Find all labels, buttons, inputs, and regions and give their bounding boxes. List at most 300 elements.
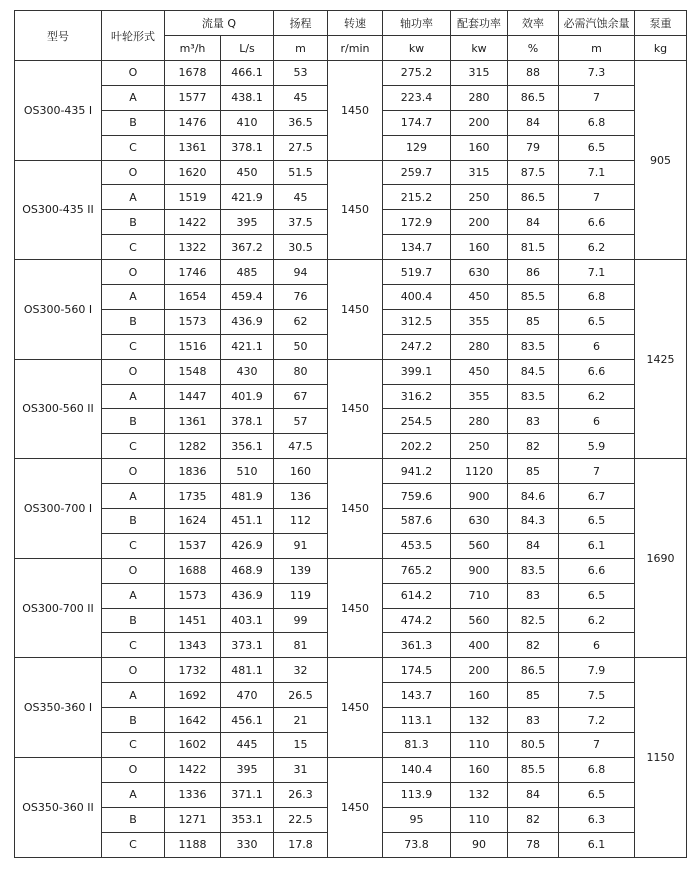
head-cell: 45 [274, 85, 328, 110]
motor-power-cell: 200 [451, 110, 508, 135]
motor-power-cell: 160 [451, 135, 508, 160]
flow-ls-cell: 485 [221, 260, 274, 285]
head-cell: 53 [274, 61, 328, 86]
weight-cell: 905 [635, 61, 687, 260]
head-cell: 94 [274, 260, 328, 285]
flow-m3h-cell: 1336 [165, 782, 221, 807]
efficiency-cell: 84 [508, 533, 559, 558]
impeller-cell: O [102, 757, 165, 782]
head-cell: 31 [274, 757, 328, 782]
impeller-cell: O [102, 61, 165, 86]
shaft-power-cell: 275.2 [383, 61, 451, 86]
flow-ls-cell: 371.1 [221, 782, 274, 807]
flow-ls-cell: 403.1 [221, 608, 274, 633]
header-impeller: 叶轮形式 [102, 11, 165, 61]
npsh-cell: 7.1 [559, 260, 635, 285]
impeller-cell: A [102, 683, 165, 708]
npsh-cell: 6.5 [559, 509, 635, 534]
impeller-cell: A [102, 583, 165, 608]
flow-ls-cell: 426.9 [221, 533, 274, 558]
unit-head: m [274, 36, 328, 61]
model-cell: OS300-560 I [15, 260, 102, 360]
impeller-cell: B [102, 708, 165, 733]
npsh-cell: 6.7 [559, 484, 635, 509]
impeller-cell: B [102, 409, 165, 434]
efficiency-cell: 83 [508, 583, 559, 608]
flow-ls-cell: 356.1 [221, 434, 274, 459]
model-cell: OS300-700 I [15, 459, 102, 559]
impeller-cell: B [102, 807, 165, 832]
motor-power-cell: 400 [451, 633, 508, 658]
impeller-cell: C [102, 733, 165, 758]
table-body [15, 61, 687, 858]
flow-m3h-cell: 1836 [165, 459, 221, 484]
header-speed: 转速 [328, 11, 383, 36]
flow-m3h-cell: 1537 [165, 533, 221, 558]
header-head: 扬程 [274, 11, 328, 36]
head-cell: 26.3 [274, 782, 328, 807]
table-row [15, 459, 687, 484]
motor-power-cell: 900 [451, 558, 508, 583]
flow-m3h-cell: 1519 [165, 185, 221, 210]
flow-ls-cell: 438.1 [221, 85, 274, 110]
head-cell: 81 [274, 633, 328, 658]
efficiency-cell: 84.3 [508, 509, 559, 534]
flow-ls-cell: 436.9 [221, 309, 274, 334]
flow-m3h-cell: 1422 [165, 757, 221, 782]
npsh-cell: 6.8 [559, 110, 635, 135]
npsh-cell: 6.5 [559, 309, 635, 334]
flow-ls-cell: 466.1 [221, 61, 274, 86]
npsh-cell: 6.2 [559, 384, 635, 409]
unit-shaft-power: kw [383, 36, 451, 61]
impeller-cell: C [102, 135, 165, 160]
flow-ls-cell: 421.1 [221, 334, 274, 359]
flow-ls-cell: 330 [221, 832, 274, 857]
flow-ls-cell: 378.1 [221, 135, 274, 160]
unit-weight: kg [635, 36, 687, 61]
efficiency-cell: 84.5 [508, 359, 559, 384]
npsh-cell: 6.6 [559, 558, 635, 583]
table-row [15, 260, 687, 285]
head-cell: 160 [274, 459, 328, 484]
motor-power-cell: 560 [451, 608, 508, 633]
efficiency-cell: 78 [508, 832, 559, 857]
head-cell: 119 [274, 583, 328, 608]
head-cell: 57 [274, 409, 328, 434]
shaft-power-cell: 361.3 [383, 633, 451, 658]
efficiency-cell: 85 [508, 459, 559, 484]
flow-ls-cell: 373.1 [221, 633, 274, 658]
npsh-cell: 7 [559, 733, 635, 758]
motor-power-cell: 110 [451, 733, 508, 758]
npsh-cell: 7.1 [559, 160, 635, 185]
flow-m3h-cell: 1577 [165, 85, 221, 110]
flow-m3h-cell: 1692 [165, 683, 221, 708]
head-cell: 112 [274, 509, 328, 534]
motor-power-cell: 1120 [451, 459, 508, 484]
shaft-power-cell: 453.5 [383, 533, 451, 558]
npsh-cell: 7 [559, 85, 635, 110]
motor-power-cell: 110 [451, 807, 508, 832]
shaft-power-cell: 174.7 [383, 110, 451, 135]
model-cell: OS300-560 II [15, 359, 102, 459]
head-cell: 17.8 [274, 832, 328, 857]
shaft-power-cell: 312.5 [383, 309, 451, 334]
npsh-cell: 6.6 [559, 359, 635, 384]
efficiency-cell: 85 [508, 683, 559, 708]
head-cell: 22.5 [274, 807, 328, 832]
flow-m3h-cell: 1322 [165, 235, 221, 260]
impeller-cell: A [102, 185, 165, 210]
motor-power-cell: 132 [451, 782, 508, 807]
motor-power-cell: 560 [451, 533, 508, 558]
flow-m3h-cell: 1624 [165, 509, 221, 534]
head-cell: 47.5 [274, 434, 328, 459]
speed-cell: 1450 [328, 61, 383, 161]
table-row [15, 61, 687, 86]
shaft-power-cell: 202.2 [383, 434, 451, 459]
shaft-power-cell: 587.6 [383, 509, 451, 534]
flow-m3h-cell: 1447 [165, 384, 221, 409]
impeller-cell: C [102, 832, 165, 857]
impeller-cell: O [102, 359, 165, 384]
shaft-power-cell: 399.1 [383, 359, 451, 384]
motor-power-cell: 160 [451, 757, 508, 782]
flow-ls-cell: 459.4 [221, 285, 274, 310]
flow-m3h-cell: 1602 [165, 733, 221, 758]
shaft-power-cell: 614.2 [383, 583, 451, 608]
table-row [15, 558, 687, 583]
npsh-cell: 6.5 [559, 782, 635, 807]
impeller-cell: C [102, 334, 165, 359]
speed-cell: 1450 [328, 757, 383, 857]
motor-power-cell: 315 [451, 160, 508, 185]
header-row [15, 11, 687, 36]
efficiency-cell: 86 [508, 260, 559, 285]
npsh-cell: 6.1 [559, 533, 635, 558]
efficiency-cell: 85.5 [508, 757, 559, 782]
motor-power-cell: 200 [451, 658, 508, 683]
npsh-cell: 7.5 [559, 683, 635, 708]
head-cell: 99 [274, 608, 328, 633]
motor-power-cell: 630 [451, 260, 508, 285]
impeller-cell: O [102, 160, 165, 185]
head-cell: 36.5 [274, 110, 328, 135]
header-npsh: 必需汽蚀余量 [559, 11, 635, 36]
npsh-cell: 6.8 [559, 285, 635, 310]
head-cell: 136 [274, 484, 328, 509]
shaft-power-cell: 316.2 [383, 384, 451, 409]
header-flow: 流量 Q [165, 11, 274, 36]
flow-m3h-cell: 1735 [165, 484, 221, 509]
impeller-cell: O [102, 558, 165, 583]
motor-power-cell: 630 [451, 509, 508, 534]
flow-m3h-cell: 1361 [165, 135, 221, 160]
speed-cell: 1450 [328, 558, 383, 658]
flow-m3h-cell: 1476 [165, 110, 221, 135]
efficiency-cell: 83 [508, 409, 559, 434]
motor-power-cell: 900 [451, 484, 508, 509]
npsh-cell: 6 [559, 633, 635, 658]
head-cell: 67 [274, 384, 328, 409]
motor-power-cell: 280 [451, 85, 508, 110]
flow-ls-cell: 450 [221, 160, 274, 185]
shaft-power-cell: 247.2 [383, 334, 451, 359]
flow-ls-cell: 468.9 [221, 558, 274, 583]
header-shaft-power: 轴功率 [383, 11, 451, 36]
impeller-cell: O [102, 260, 165, 285]
npsh-cell: 6 [559, 334, 635, 359]
flow-m3h-cell: 1548 [165, 359, 221, 384]
efficiency-cell: 86.5 [508, 658, 559, 683]
flow-m3h-cell: 1732 [165, 658, 221, 683]
flow-m3h-cell: 1282 [165, 434, 221, 459]
flow-ls-cell: 470 [221, 683, 274, 708]
shaft-power-cell: 81.3 [383, 733, 451, 758]
flow-ls-cell: 401.9 [221, 384, 274, 409]
table-row [15, 160, 687, 185]
shaft-power-cell: 73.8 [383, 832, 451, 857]
head-cell: 37.5 [274, 210, 328, 235]
head-cell: 27.5 [274, 135, 328, 160]
shaft-power-cell: 113.1 [383, 708, 451, 733]
header-weight: 泵重 [635, 11, 687, 36]
pump-spec-table-container [14, 10, 686, 858]
flow-ls-cell: 395 [221, 757, 274, 782]
npsh-cell: 6.2 [559, 608, 635, 633]
shaft-power-cell: 215.2 [383, 185, 451, 210]
weight-cell: 1690 [635, 459, 687, 658]
impeller-cell: A [102, 782, 165, 807]
flow-m3h-cell: 1573 [165, 309, 221, 334]
shaft-power-cell: 129 [383, 135, 451, 160]
efficiency-cell: 84 [508, 210, 559, 235]
npsh-cell: 7.9 [559, 658, 635, 683]
efficiency-cell: 81.5 [508, 235, 559, 260]
flow-ls-cell: 378.1 [221, 409, 274, 434]
motor-power-cell: 355 [451, 384, 508, 409]
flow-ls-cell: 367.2 [221, 235, 274, 260]
model-cell: OS300-435 I [15, 61, 102, 161]
shaft-power-cell: 941.2 [383, 459, 451, 484]
shaft-power-cell: 113.9 [383, 782, 451, 807]
npsh-cell: 6.5 [559, 135, 635, 160]
motor-power-cell: 280 [451, 409, 508, 434]
head-cell: 51.5 [274, 160, 328, 185]
flow-ls-cell: 395 [221, 210, 274, 235]
npsh-cell: 7 [559, 459, 635, 484]
impeller-cell: C [102, 533, 165, 558]
efficiency-cell: 82 [508, 633, 559, 658]
shaft-power-cell: 400.4 [383, 285, 451, 310]
head-cell: 26.5 [274, 683, 328, 708]
npsh-cell: 6.1 [559, 832, 635, 857]
motor-power-cell: 90 [451, 832, 508, 857]
impeller-cell: B [102, 509, 165, 534]
efficiency-cell: 84.6 [508, 484, 559, 509]
efficiency-cell: 84 [508, 782, 559, 807]
motor-power-cell: 160 [451, 683, 508, 708]
head-cell: 50 [274, 334, 328, 359]
shaft-power-cell: 143.7 [383, 683, 451, 708]
model-cell: OS350-360 I [15, 658, 102, 758]
npsh-cell: 7 [559, 185, 635, 210]
efficiency-cell: 87.5 [508, 160, 559, 185]
flow-m3h-cell: 1271 [165, 807, 221, 832]
motor-power-cell: 250 [451, 185, 508, 210]
motor-power-cell: 160 [451, 235, 508, 260]
npsh-cell: 7.2 [559, 708, 635, 733]
unit-speed: r/min [328, 36, 383, 61]
flow-ls-cell: 456.1 [221, 708, 274, 733]
shaft-power-cell: 134.7 [383, 235, 451, 260]
weight-cell: 1150 [635, 658, 687, 857]
flow-m3h-cell: 1451 [165, 608, 221, 633]
head-cell: 62 [274, 309, 328, 334]
speed-cell: 1450 [328, 160, 383, 260]
flow-m3h-cell: 1188 [165, 832, 221, 857]
motor-power-cell: 315 [451, 61, 508, 86]
shaft-power-cell: 95 [383, 807, 451, 832]
shaft-power-cell: 259.7 [383, 160, 451, 185]
head-cell: 32 [274, 658, 328, 683]
efficiency-cell: 80.5 [508, 733, 559, 758]
motor-power-cell: 450 [451, 285, 508, 310]
pump-spec-table [14, 10, 687, 858]
flow-ls-cell: 353.1 [221, 807, 274, 832]
header-efficiency: 效率 [508, 11, 559, 36]
impeller-cell: O [102, 658, 165, 683]
npsh-cell: 6.3 [559, 807, 635, 832]
flow-m3h-cell: 1343 [165, 633, 221, 658]
head-cell: 76 [274, 285, 328, 310]
efficiency-cell: 86.5 [508, 185, 559, 210]
npsh-cell: 6.5 [559, 583, 635, 608]
npsh-cell: 5.9 [559, 434, 635, 459]
shaft-power-cell: 474.2 [383, 608, 451, 633]
flow-m3h-cell: 1654 [165, 285, 221, 310]
unit-motor-power: kw [451, 36, 508, 61]
flow-ls-cell: 436.9 [221, 583, 274, 608]
efficiency-cell: 83.5 [508, 334, 559, 359]
flow-m3h-cell: 1746 [165, 260, 221, 285]
shaft-power-cell: 519.7 [383, 260, 451, 285]
table-row [15, 359, 687, 384]
model-cell: OS300-435 II [15, 160, 102, 260]
flow-ls-cell: 481.9 [221, 484, 274, 509]
impeller-cell: C [102, 434, 165, 459]
efficiency-cell: 82 [508, 434, 559, 459]
npsh-cell: 6.2 [559, 235, 635, 260]
npsh-cell: 7.3 [559, 61, 635, 86]
flow-m3h-cell: 1642 [165, 708, 221, 733]
flow-m3h-cell: 1620 [165, 160, 221, 185]
efficiency-cell: 83.5 [508, 558, 559, 583]
flow-m3h-cell: 1573 [165, 583, 221, 608]
head-cell: 21 [274, 708, 328, 733]
speed-cell: 1450 [328, 658, 383, 758]
impeller-cell: C [102, 633, 165, 658]
unit-efficiency: % [508, 36, 559, 61]
shaft-power-cell: 172.9 [383, 210, 451, 235]
impeller-cell: B [102, 608, 165, 633]
unit-flow-m3h: m³/h [165, 36, 221, 61]
flow-ls-cell: 481.1 [221, 658, 274, 683]
efficiency-cell: 82 [508, 807, 559, 832]
shaft-power-cell: 765.2 [383, 558, 451, 583]
flow-m3h-cell: 1361 [165, 409, 221, 434]
flow-m3h-cell: 1516 [165, 334, 221, 359]
head-cell: 139 [274, 558, 328, 583]
shaft-power-cell: 223.4 [383, 85, 451, 110]
speed-cell: 1450 [328, 359, 383, 459]
flow-ls-cell: 445 [221, 733, 274, 758]
model-cell: OS300-700 II [15, 558, 102, 658]
header-model: 型号 [15, 11, 102, 61]
impeller-cell: B [102, 309, 165, 334]
npsh-cell: 6.6 [559, 210, 635, 235]
flow-ls-cell: 451.1 [221, 509, 274, 534]
table-row [15, 757, 687, 782]
unit-flow-ls: L/s [221, 36, 274, 61]
shaft-power-cell: 174.5 [383, 658, 451, 683]
efficiency-cell: 83.5 [508, 384, 559, 409]
head-cell: 80 [274, 359, 328, 384]
impeller-cell: A [102, 285, 165, 310]
impeller-cell: A [102, 484, 165, 509]
impeller-cell: C [102, 235, 165, 260]
motor-power-cell: 450 [451, 359, 508, 384]
header-motor-power: 配套功率 [451, 11, 508, 36]
head-cell: 45 [274, 185, 328, 210]
efficiency-cell: 83 [508, 708, 559, 733]
impeller-cell: B [102, 110, 165, 135]
motor-power-cell: 132 [451, 708, 508, 733]
motor-power-cell: 250 [451, 434, 508, 459]
impeller-cell: O [102, 459, 165, 484]
unit-npsh: m [559, 36, 635, 61]
flow-ls-cell: 421.9 [221, 185, 274, 210]
flow-ls-cell: 430 [221, 359, 274, 384]
head-cell: 15 [274, 733, 328, 758]
motor-power-cell: 200 [451, 210, 508, 235]
efficiency-cell: 82.5 [508, 608, 559, 633]
shaft-power-cell: 140.4 [383, 757, 451, 782]
impeller-cell: A [102, 85, 165, 110]
motor-power-cell: 710 [451, 583, 508, 608]
efficiency-cell: 79 [508, 135, 559, 160]
weight-cell: 1425 [635, 260, 687, 459]
impeller-cell: A [102, 384, 165, 409]
flow-m3h-cell: 1688 [165, 558, 221, 583]
model-cell: OS350-360 II [15, 757, 102, 857]
speed-cell: 1450 [328, 459, 383, 559]
table-row [15, 658, 687, 683]
efficiency-cell: 88 [508, 61, 559, 86]
flow-m3h-cell: 1678 [165, 61, 221, 86]
impeller-cell: B [102, 210, 165, 235]
shaft-power-cell: 254.5 [383, 409, 451, 434]
npsh-cell: 6 [559, 409, 635, 434]
efficiency-cell: 86.5 [508, 85, 559, 110]
flow-m3h-cell: 1422 [165, 210, 221, 235]
flow-ls-cell: 510 [221, 459, 274, 484]
head-cell: 30.5 [274, 235, 328, 260]
efficiency-cell: 84 [508, 110, 559, 135]
motor-power-cell: 280 [451, 334, 508, 359]
efficiency-cell: 85 [508, 309, 559, 334]
